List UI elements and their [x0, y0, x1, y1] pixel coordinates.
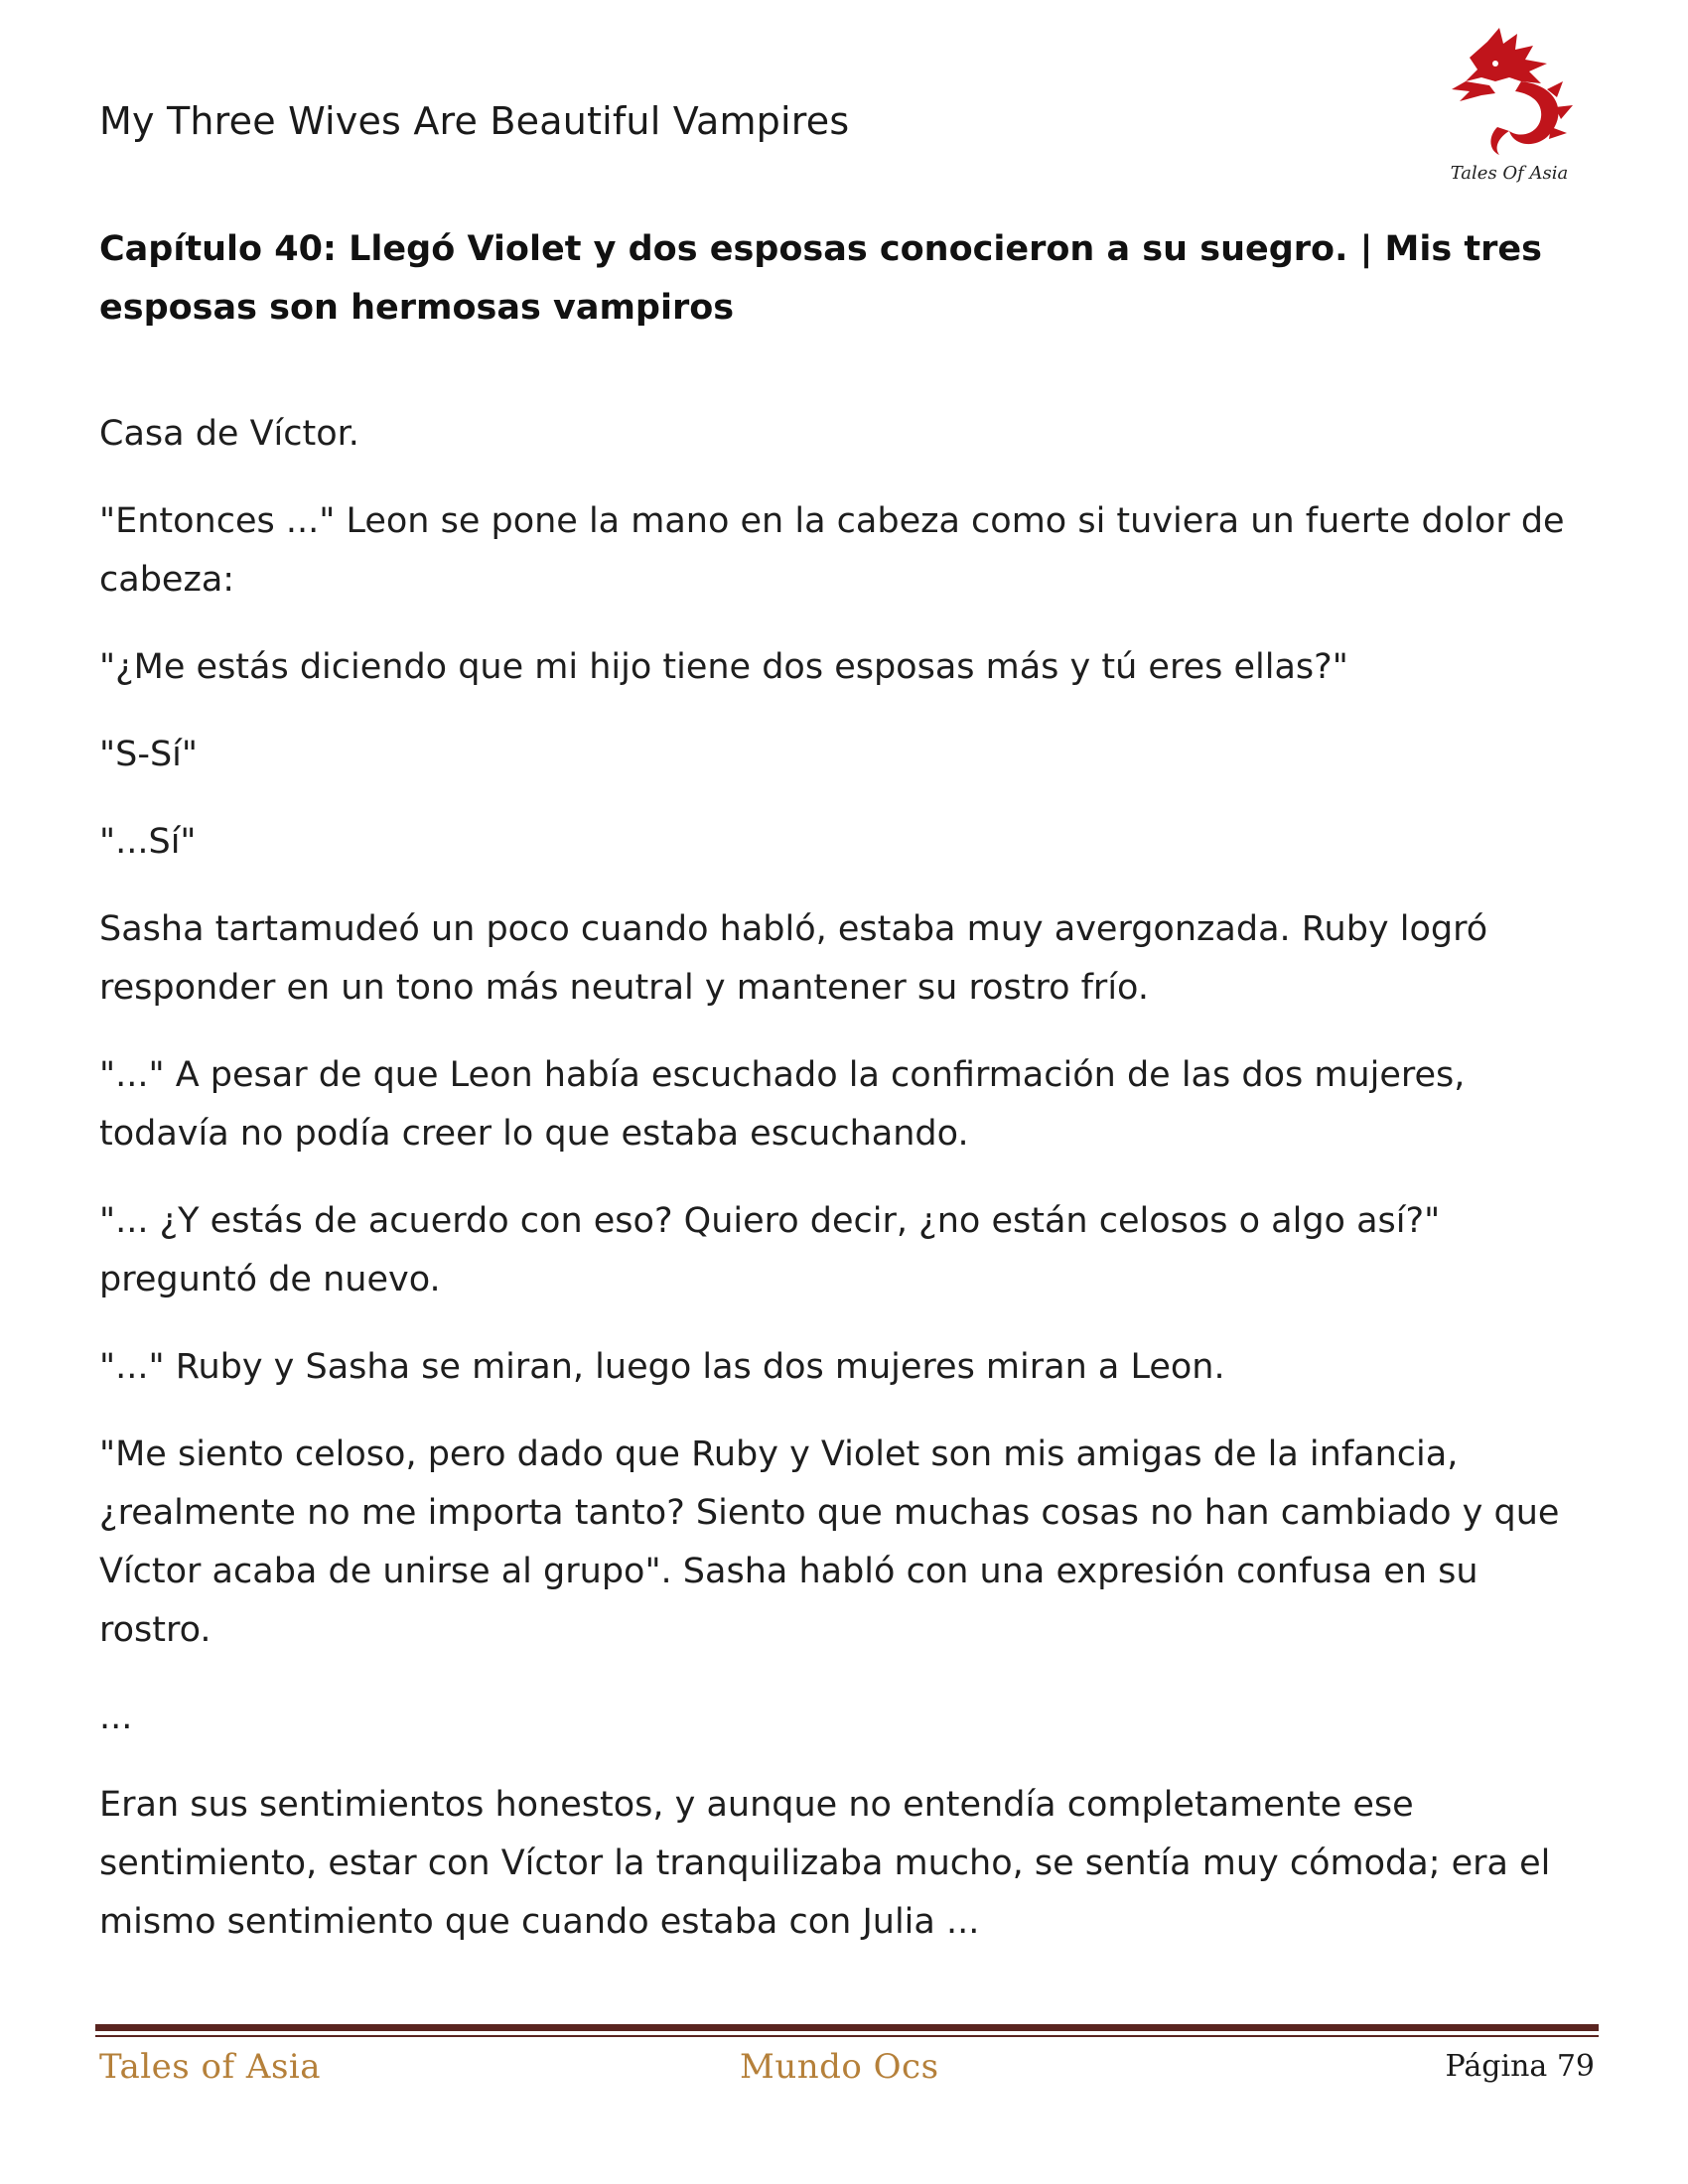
dragon-icon: [1430, 20, 1589, 159]
paragraph: ...: [99, 1698, 133, 1737]
paragraph: "Entonces ..." Leon se pone la mano en la cabeza como si tuviera un fuerte dolor de cabeza:: [99, 501, 1565, 600]
logo: [1430, 20, 1589, 184]
paragraph: "Me siento celoso, pero dado que Ruby y Violet son mis amigas de la infancia, ¿realmente no me importa tanto? Siento que muchas cosas no han cambiado y que Víctor acaba de unirse al grupo". Sasha habló con una expresión confusa en su rostro.: [99, 1434, 1560, 1650]
chapter-title: Capítulo 40: Llegó Violet y dos esposas conocieron a su suegro. | Mis tres esposas son hermosas vampiros: [99, 229, 1542, 328]
paragraph: Sasha tartamudeó un poco cuando habló, estaba muy avergonzada. Ruby logró responder en un tono más neutral y mantener su rostro frío.: [99, 909, 1488, 1008]
paragraph: Casa de Víctor.: [99, 414, 359, 454]
footer-publisher: Tales of Asia: [99, 2047, 322, 2087]
book-title: My Three Wives Are Beautiful Vampires: [99, 99, 850, 143]
paragraph: "S-Sí": [99, 735, 198, 774]
paragraph: "...Sí": [99, 822, 197, 862]
footer-divider-thin: [95, 2035, 1599, 2037]
page-number: Página 79: [1445, 2049, 1595, 2084]
paragraph: "..." Ruby y Sasha se miran, luego las dos mujeres miran a Leon.: [99, 1347, 1225, 1387]
logo-text: Tales Of Asia: [1450, 163, 1569, 184]
footer-site: Mundo Ocs: [740, 2047, 939, 2087]
paragraph: "¿Me estás diciendo que mi hijo tiene dos esposas más y tú eres ellas?": [99, 647, 1348, 687]
footer-divider: [95, 2024, 1599, 2031]
paragraph: "..." A pesar de que Leon había escuchado la confirmación de las dos mujeres, todavía no podía creer lo que estaba escuchando.: [99, 1055, 1466, 1154]
paragraph: "... ¿Y estás de acuerdo con eso? Quiero decir, ¿no están celosos o algo así?" preguntó de nuevo.: [99, 1201, 1441, 1299]
paragraph: Eran sus sentimientos honestos, y aunque no entendía completamente ese sentimiento, estar con Víctor la tranquilizaba mucho, se sentía muy cómoda; era el mismo sentimiento que cuando estaba con Julia ...: [99, 1785, 1551, 1942]
chapter-body: [99, 405, 1594, 1980]
